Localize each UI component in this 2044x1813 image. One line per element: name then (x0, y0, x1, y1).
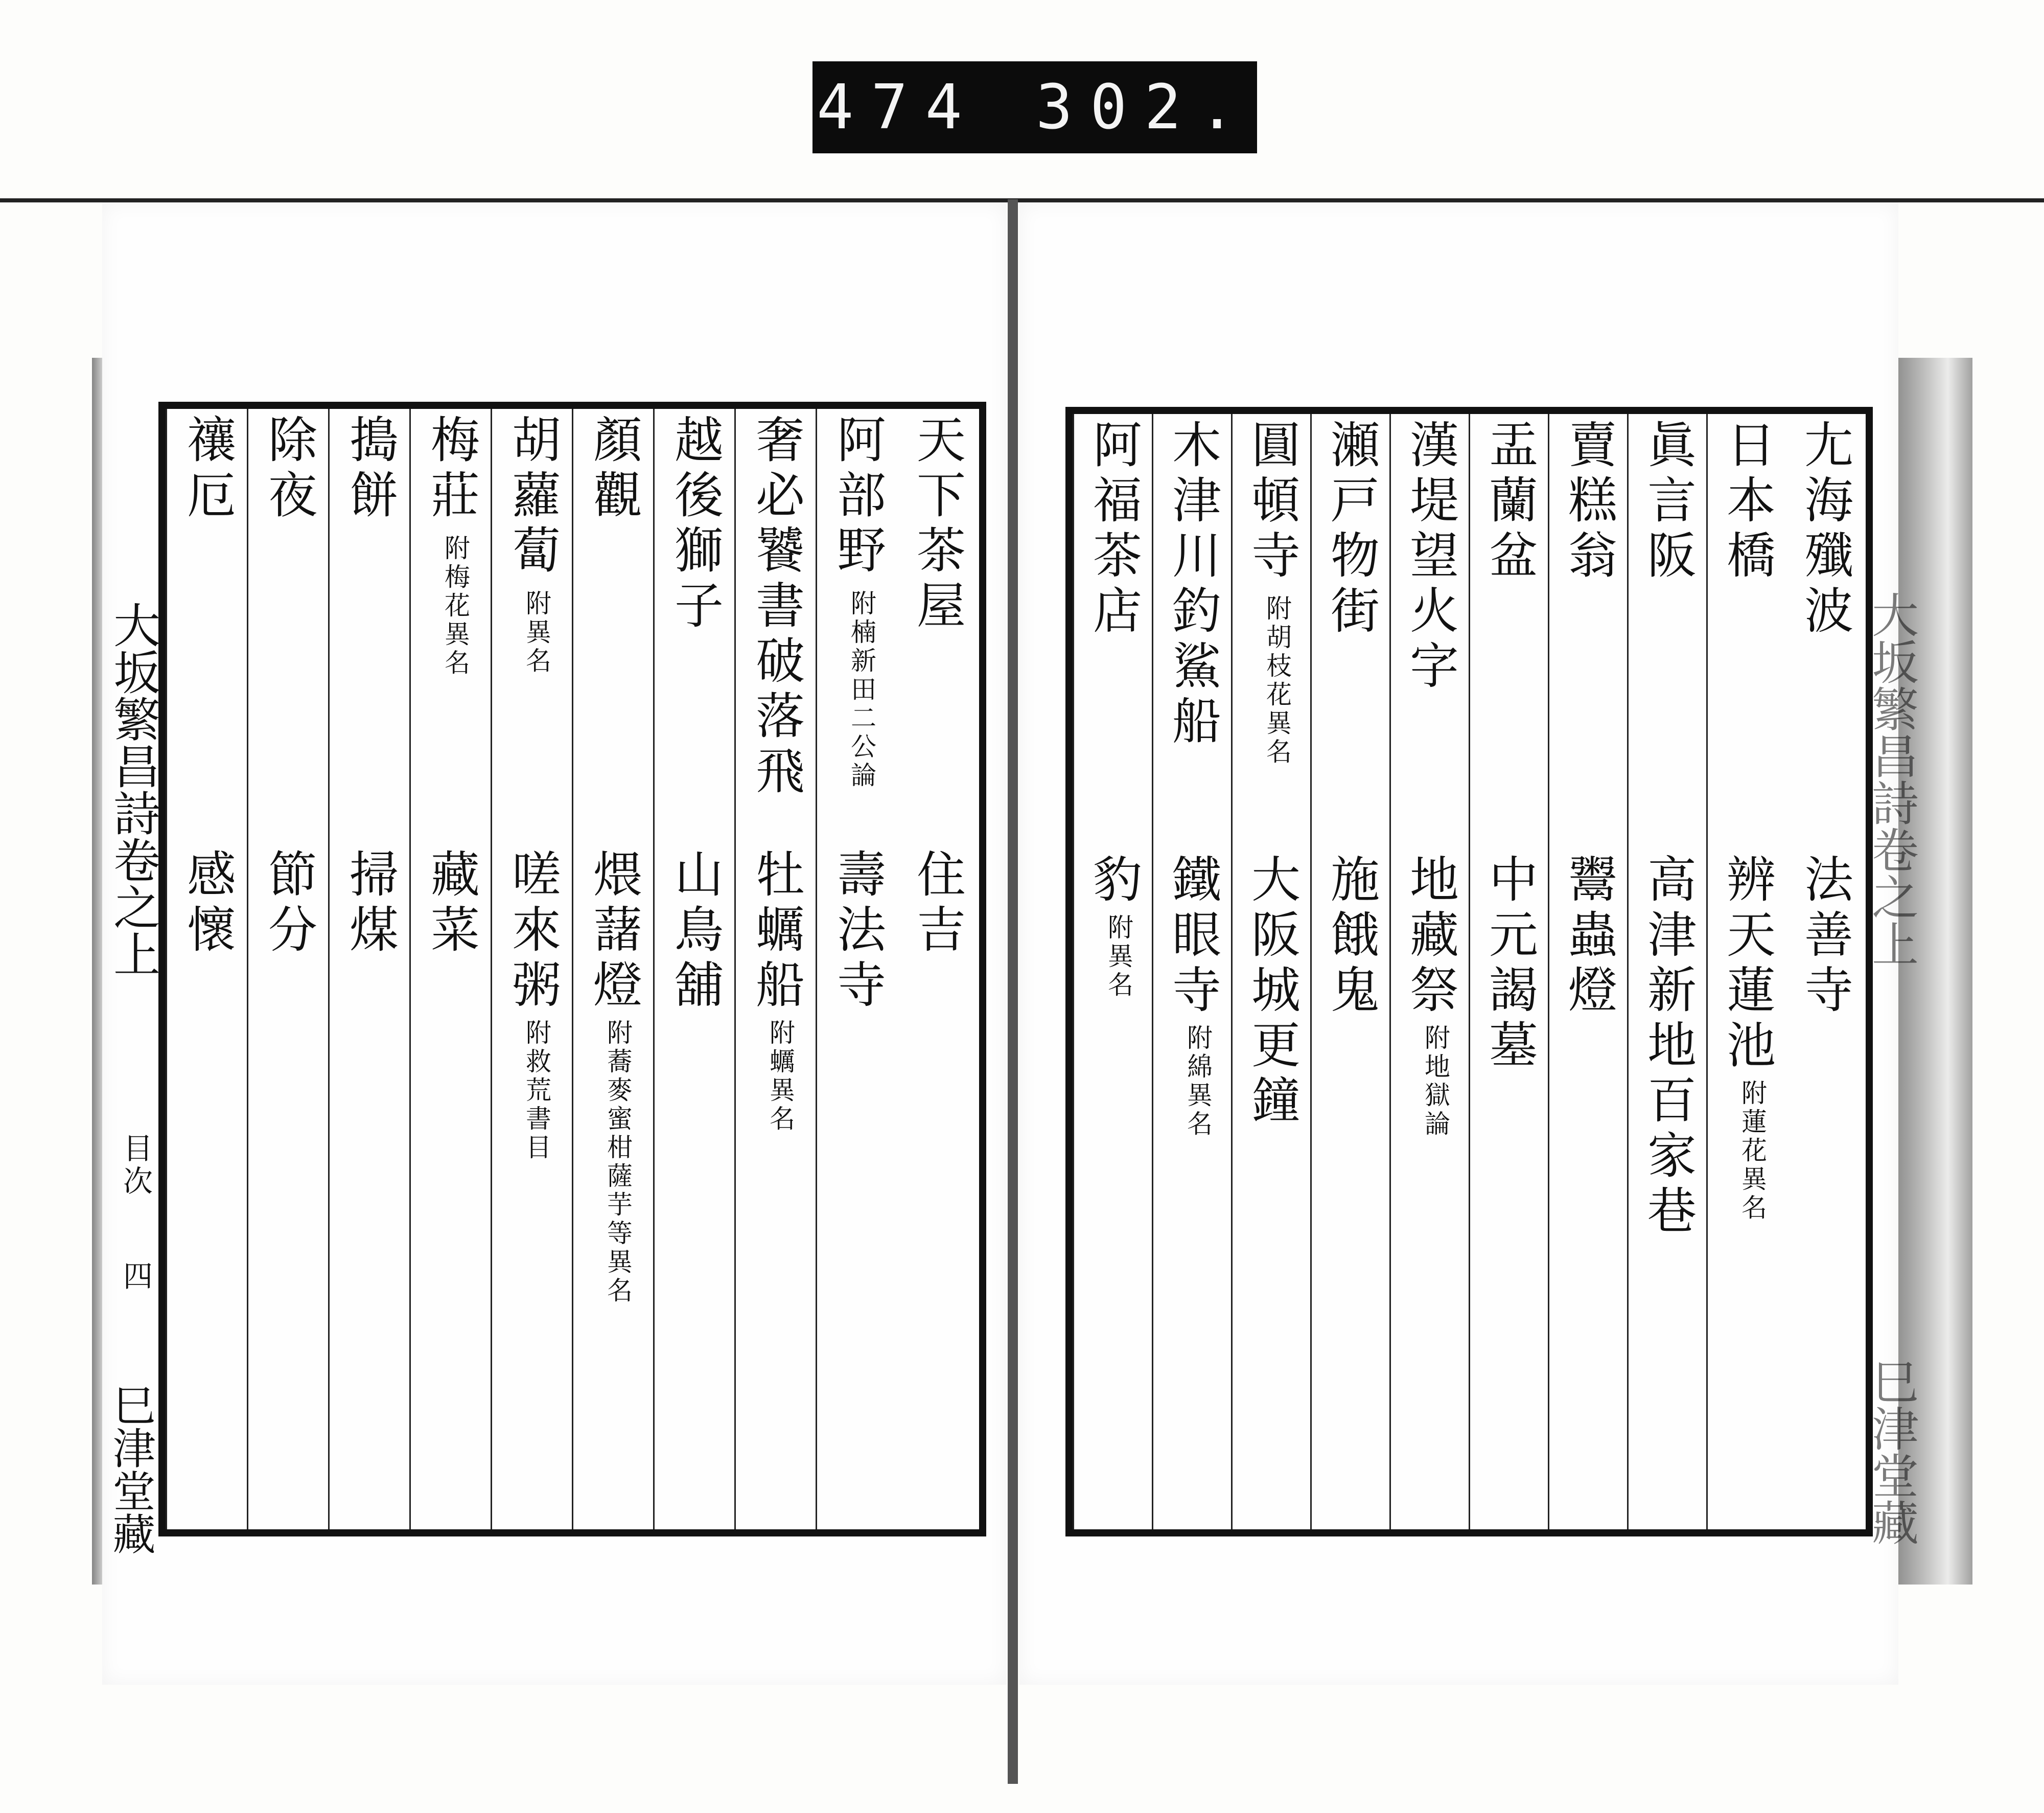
right_page-column-2-lower: 辨天蓮池 (1718, 854, 1776, 1074)
left_page-column-2 (816, 409, 898, 1529)
left_page-column-1-lower: 住吉 (909, 848, 966, 959)
right-hashira (1864, 560, 1919, 1608)
catalog-number-left: 474 (817, 72, 980, 143)
left_page-column-10-upper: 禳厄 (179, 414, 237, 524)
hashira-section: 目次 (118, 1133, 153, 1198)
right_page-column-1-upper: 尢海殲波 (1796, 419, 1854, 640)
left_page-column-4 (653, 409, 736, 1529)
right_page-column-4 (1548, 414, 1629, 1529)
hashira-title: 大坂繁昌詩卷之上 (106, 601, 160, 977)
left_page-column-6-lower-note: 附救荒書目 (522, 1019, 551, 1162)
right-text-frame (1065, 407, 1873, 1536)
right_page-column-2-upper: 日本橋 (1718, 419, 1776, 585)
left-text-frame (158, 402, 986, 1536)
right_page-column-10-upper: 阿福茶店 (1085, 419, 1143, 640)
left_page-column-3-lower: 牡蠣船 (748, 848, 805, 1014)
left_page-column-7-lower: 藏菜 (423, 848, 480, 959)
right_page-column-8-lower: 大阪城更鐘 (1243, 854, 1301, 1130)
left-page (102, 202, 1007, 1685)
right_page-column-9 (1152, 414, 1233, 1529)
right-hashira-publisher: 巳津堂藏 (1864, 1358, 1919, 1546)
right_page-column-5-lower: 中元謁墓 (1481, 854, 1539, 1074)
right_page-column-9-lower: 鐵眼寺 (1164, 854, 1222, 1019)
right_page-column-2-lower-note: 附蓮花異名 (1737, 1080, 1767, 1223)
left_page-column-7 (409, 409, 492, 1529)
left_page-column-9-lower: 節分 (260, 848, 318, 959)
left_page-column-2-lower: 壽法寺 (829, 848, 887, 1014)
right_page-column-4-lower: 鬻蟲燈 (1560, 854, 1618, 1019)
right_page-column-8-upper-note: 附胡枝花異名 (1262, 595, 1292, 767)
left_page-column-4-lower: 山鳥舖 (666, 848, 724, 1014)
left_page-column-6-upper-note: 附異名 (522, 590, 551, 676)
left_page-column-3-lower-note: 附蠣異名 (765, 1019, 795, 1134)
left_page-column-4-upper: 越後獅子 (666, 414, 724, 635)
right_page-column-10 (1073, 414, 1153, 1529)
right_page-column-1 (1785, 414, 1865, 1529)
left_page-column-5 (572, 409, 655, 1529)
left_page-column-6-upper: 胡蘿蔔 (504, 414, 562, 580)
book-top-edge (0, 198, 2044, 202)
hashira-page-number: 四 (118, 1260, 153, 1293)
right_page-column-4-upper: 賣糕翁 (1560, 419, 1618, 585)
right_page-column-6-lower-note: 附地獄論 (1421, 1024, 1450, 1139)
left-hashira (102, 545, 164, 1593)
left_page-column-5-upper: 顏觀 (585, 414, 643, 524)
left_page-column-2-upper-note: 附楠新田二公論 (847, 590, 876, 790)
right_page-column-10-lower: 豹 (1085, 854, 1143, 909)
right_page-column-7-lower: 施餓鬼 (1322, 854, 1380, 1019)
left_page-column-10-lower: 感懷 (179, 848, 237, 959)
right_page-column-10-lower-note: 附異名 (1104, 914, 1133, 1000)
right_page-column-9-lower-note: 附綿異名 (1183, 1024, 1213, 1139)
right_page-column-7 (1310, 414, 1391, 1529)
right_page-column-5 (1469, 414, 1549, 1529)
right_page-column-7-upper: 瀬戸物街 (1322, 419, 1380, 640)
left_page-column-7-upper-note: 附梅花異名 (440, 535, 470, 678)
right_page-column-6-lower: 地藏祭 (1402, 854, 1459, 1019)
left_page-column-8 (328, 409, 411, 1529)
right_page-column-1-lower: 法善寺 (1796, 854, 1854, 1019)
left_page-column-9-upper: 除夜 (260, 414, 318, 524)
hashira-publisher: 巳津堂藏 (106, 1383, 156, 1555)
left_page-column-1 (897, 409, 978, 1529)
left_page-column-6-lower: 嗟來粥 (504, 848, 562, 1014)
right_page-column-6 (1389, 414, 1470, 1529)
left_page-column-9 (247, 409, 330, 1529)
right_page-column-2 (1706, 414, 1787, 1529)
right_page-column-8 (1231, 414, 1312, 1529)
catalog-number-right: 302. (1035, 72, 1253, 143)
right_page-column-6-upper: 漢堤望火字 (1402, 419, 1459, 695)
left_page-column-5-lower: 煨藷燈 (585, 848, 643, 1014)
left_page-column-3 (734, 409, 817, 1529)
right-page (1019, 202, 1919, 1685)
right_page-column-9-upper: 木津川釣鯊船 (1164, 419, 1222, 750)
left_page-column-8-upper: 搗餅 (341, 414, 399, 524)
left_page-column-8-lower: 掃煤 (341, 848, 399, 959)
left_page-column-6 (491, 409, 573, 1529)
left_page-column-2-upper: 阿部野 (829, 414, 887, 580)
left_page-column-10 (166, 409, 248, 1529)
right_page-column-5-upper: 盂蘭盆 (1481, 419, 1539, 585)
right_page-column-3-lower: 高津新地百家巷 (1639, 854, 1697, 1240)
left_page-column-3-upper: 奢必饕書破落飛 (748, 414, 805, 800)
right-hashira-title: 大坂繁昌詩卷之上 (1864, 591, 1919, 967)
right_page-column-3-upper: 眞言阪 (1639, 419, 1697, 585)
left_page-column-7-upper: 梅莊 (423, 414, 480, 524)
book-spine-gutter (1008, 199, 1018, 1784)
catalog-label-plate (812, 61, 1257, 153)
right_page-column-3 (1627, 414, 1708, 1529)
left_page-column-5-lower-note: 附蕎麥蜜柑薩芋等異名 (603, 1019, 633, 1305)
left_page-column-1-upper: 天下茶屋 (909, 414, 966, 635)
right_page-column-8-upper: 圓頓寺 (1243, 419, 1301, 585)
